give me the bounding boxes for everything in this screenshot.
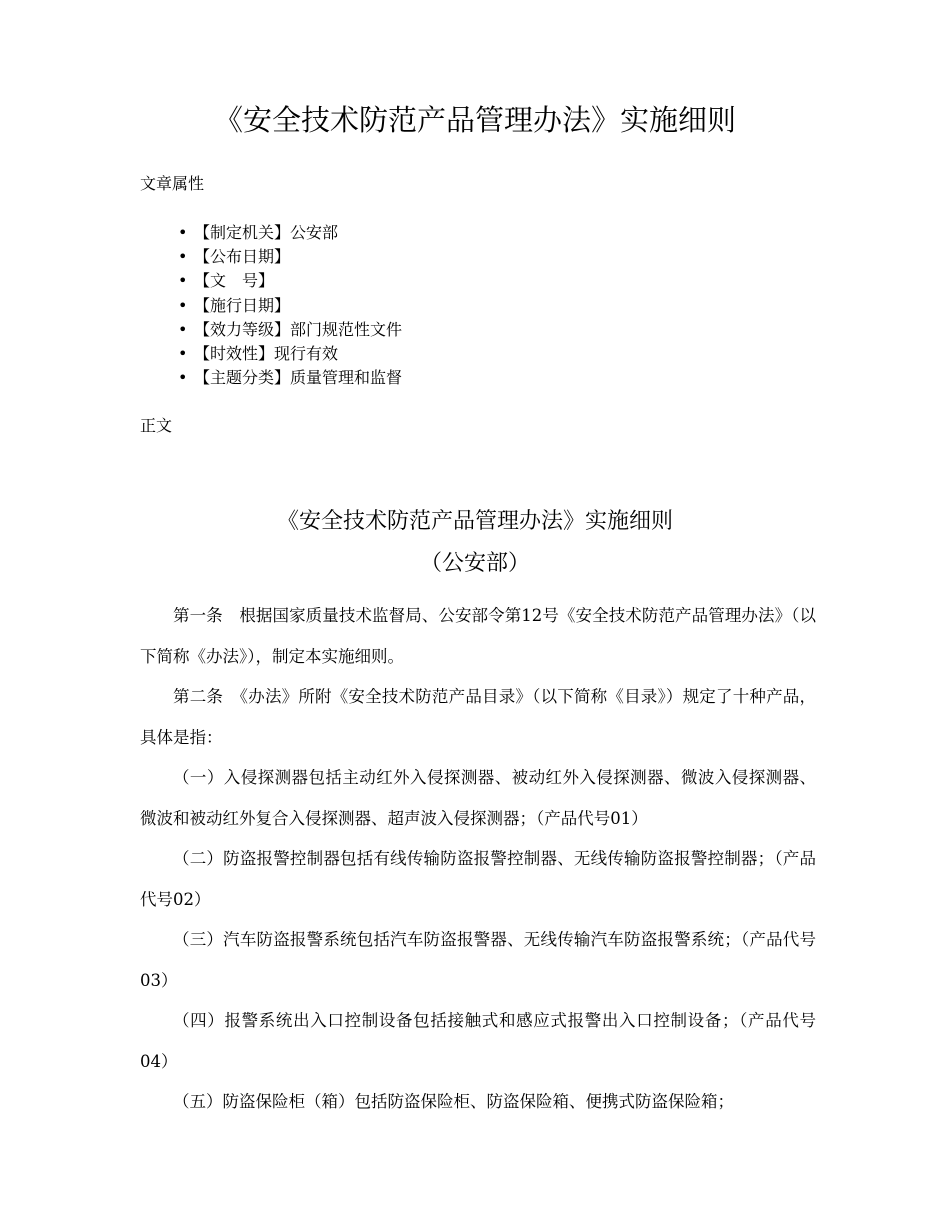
attribute-item-document-number xyxy=(178,269,402,293)
attribute-label: 【文 号】 xyxy=(194,271,275,291)
attribute-label: 【效力等级】 xyxy=(194,319,291,339)
attribute-item-publish-date xyxy=(178,245,402,269)
bullet-icon: • xyxy=(178,368,188,388)
attribute-label: 【主题分类】 xyxy=(194,368,291,388)
attribute-label: 【公布日期】 xyxy=(194,247,291,267)
bullet-icon: • xyxy=(178,319,188,339)
body-heading: 正文 xyxy=(140,416,173,435)
document-title: 《安全技术防范产品管理办法》实施细则 xyxy=(276,509,673,534)
attribute-item-legal-level xyxy=(178,318,402,342)
attribute-label: 【施行日期】 xyxy=(194,295,291,315)
article-paragraph: （二）防盗报警控制器包括有线传输防盗报警控制器、无线传输防盗报警控制器；（产品代号02） xyxy=(140,849,816,909)
article-paragraph: （五）防盗保险柜（箱）包括防盗保险柜、防盗保险箱、便携式防盗保险箱； xyxy=(173,1092,734,1111)
article-body xyxy=(140,596,816,1123)
attribute-item-subject-category xyxy=(178,366,402,390)
bullet-icon: • xyxy=(178,271,188,291)
page-title: 《安全技术防范产品管理办法》实施细则 xyxy=(213,103,736,137)
document-issuer: （公安部） xyxy=(419,551,530,576)
attribute-item-issuing-authority xyxy=(178,221,402,245)
attribute-label: 【时效性】 xyxy=(194,343,275,363)
attribute-value: 部门规范性文件 xyxy=(290,319,403,339)
attribute-item-effective-date xyxy=(178,294,402,318)
bullet-icon: • xyxy=(178,295,188,315)
attribute-value: 现行有效 xyxy=(274,343,339,363)
attribute-value: 公安部 xyxy=(290,223,339,242)
article-paragraph: 第一条 根据国家质量技术监督局、公安部令第12号《安全技术防范产品管理办法》（以下简称《办法》），制定本实施细则。 xyxy=(140,606,816,666)
bullet-icon: • xyxy=(178,247,188,267)
bullet-icon: • xyxy=(178,223,188,242)
attribute-label: 【制定机关】 xyxy=(194,223,291,242)
article-paragraph: （一）入侵探测器包括主动红外入侵探测器、被动红外入侵探测器、微波入侵探测器、微波和被动红外复合入侵探测器、超声波入侵探测器；（产品代号01） xyxy=(140,768,816,828)
attribute-item-validity xyxy=(178,342,402,366)
attribute-value: 质量管理和监督 xyxy=(290,368,403,388)
article-paragraph: （四）报警系统出入口控制设备包括接触式和感应式报警出入口控制设备；（产品代号04） xyxy=(140,1011,816,1071)
article-paragraph: （三）汽车防盗报警系统包括汽车防盗报警器、无线传输汽车防盗报警系统；（产品代号03） xyxy=(140,930,816,990)
bullet-icon: • xyxy=(178,343,188,363)
attributes-heading: 文章属性 xyxy=(140,174,205,193)
attributes-list xyxy=(178,221,402,390)
article-paragraph: 第二条 《办法》所附《安全技术防范产品目录》（以下简称《目录》）规定了十种产品，具体是指： xyxy=(140,687,816,747)
